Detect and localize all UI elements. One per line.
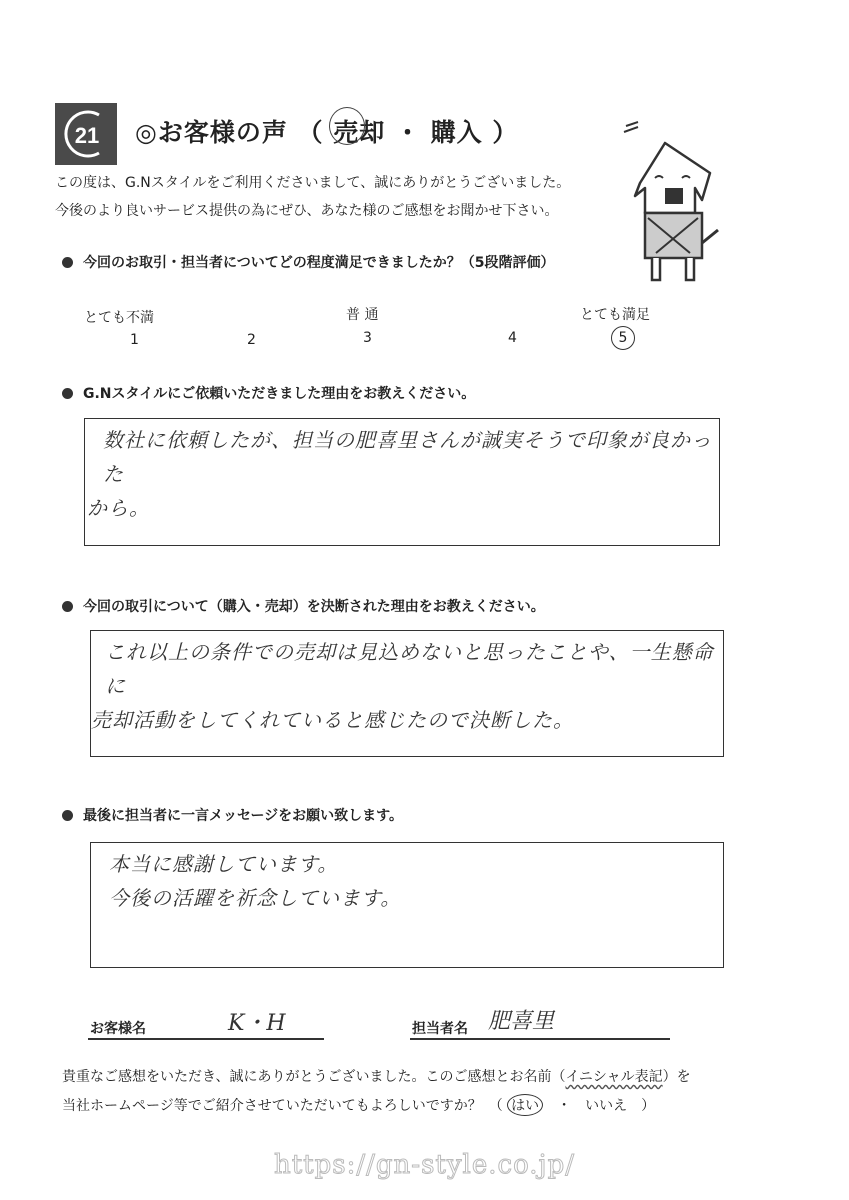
consent-line-1	[62, 1066, 691, 1086]
rating-option-3[interactable]: 3	[363, 330, 372, 346]
rating-option-4[interactable]: 4	[508, 330, 517, 346]
c21-logo-icon	[55, 103, 117, 165]
bullet-icon	[62, 257, 73, 268]
page-title	[135, 113, 518, 149]
answer-line-1: これ以上の条件での売却は見込めないと思ったことや、一生懸命に	[105, 640, 714, 698]
question-text: 最後に担当者に一言メッセージをお願い致します。	[83, 808, 404, 824]
bullet-icon	[62, 810, 73, 821]
intro-line-1: この度は、G.Nスタイルをご利用くださいまして、誠にありがとうございました。	[55, 175, 571, 191]
bullet-icon	[62, 388, 73, 399]
staff-name-value: 肥喜里	[488, 1009, 555, 1034]
answer-line-1: 数社に依頼したが、担当の肥喜里さんが誠実そうで印象が良かった	[103, 428, 712, 486]
century21-logo	[55, 103, 117, 165]
answer-box-reason-request[interactable]	[84, 418, 720, 546]
scale-label-mid: 普 通	[346, 307, 379, 323]
customer-name-label: お客様名	[90, 1021, 146, 1037]
mascot-illustration	[610, 118, 730, 288]
consent-text-end: ）を	[662, 1069, 691, 1085]
consent-question: 当社ホームページ等でご紹介させていただいてもよろしいですか？ （	[62, 1098, 508, 1114]
answer-line-2: から。	[87, 496, 150, 520]
rating-option-1[interactable]: 1	[130, 332, 139, 348]
answer-line-2: 売却活動をしてくれていると感じたので決断した。	[91, 708, 574, 732]
customer-name-field[interactable]	[88, 1010, 324, 1040]
staff-name-field[interactable]	[410, 1010, 670, 1040]
question-reason-request	[62, 383, 475, 403]
initials-text: イニシャル表記	[565, 1069, 663, 1085]
answer-box-message[interactable]	[90, 842, 724, 968]
option-separator: ・	[543, 1098, 586, 1114]
answer-box-reason-decision[interactable]	[90, 630, 724, 757]
question-message	[62, 805, 403, 825]
scale-label-high: とても満足	[580, 307, 650, 323]
rating-option-2[interactable]: 2	[247, 332, 256, 348]
answer-line-1: 本当に感謝しています。	[109, 852, 339, 876]
title-options: 却 ・ 購入 ）	[359, 118, 519, 147]
title-option-selected: 売	[333, 113, 359, 149]
scale-label-low: とても不満	[84, 310, 154, 326]
bullet-icon	[62, 601, 73, 612]
dog-mascot-icon	[610, 118, 730, 288]
title-prefix: ◎お客様の声 （	[135, 118, 334, 147]
close-paren: ）	[627, 1098, 656, 1114]
consent-no-option[interactable]: いいえ	[585, 1098, 628, 1114]
svg-text:21: 21	[74, 123, 100, 148]
question-reason-decision	[62, 596, 545, 616]
customer-name-value: K・H	[228, 1011, 286, 1036]
answer-line-2: 今後の活躍を祈念しています。	[109, 886, 402, 910]
consent-line-2	[62, 1094, 655, 1116]
website-watermark: https://gn-style.co.jp/	[273, 1150, 575, 1180]
question-satisfaction	[62, 252, 554, 272]
consent-yes-option-selected[interactable]: はい	[507, 1094, 543, 1116]
question-text: G.Nスタイルにご依頼いただきました理由をお教えください。	[83, 386, 476, 402]
question-text: 今回の取引について（購入・売却）を決断された理由をお教えください。	[83, 599, 545, 615]
consent-text: 貴重なご感想をいただき、誠にありがとうございました。このご感想とお名前（	[62, 1069, 566, 1085]
staff-name-label: 担当者名	[412, 1021, 468, 1037]
rating-option-5-selected[interactable]: 5	[611, 326, 635, 350]
question-text: 今回のお取引・担当者についてどの程度満足できましたか？（5段階評価）	[83, 255, 555, 271]
intro-line-2: 今後のより良いサービス提供の為にぜひ、あなた様のご感想をお聞かせ下さい。	[55, 203, 559, 219]
